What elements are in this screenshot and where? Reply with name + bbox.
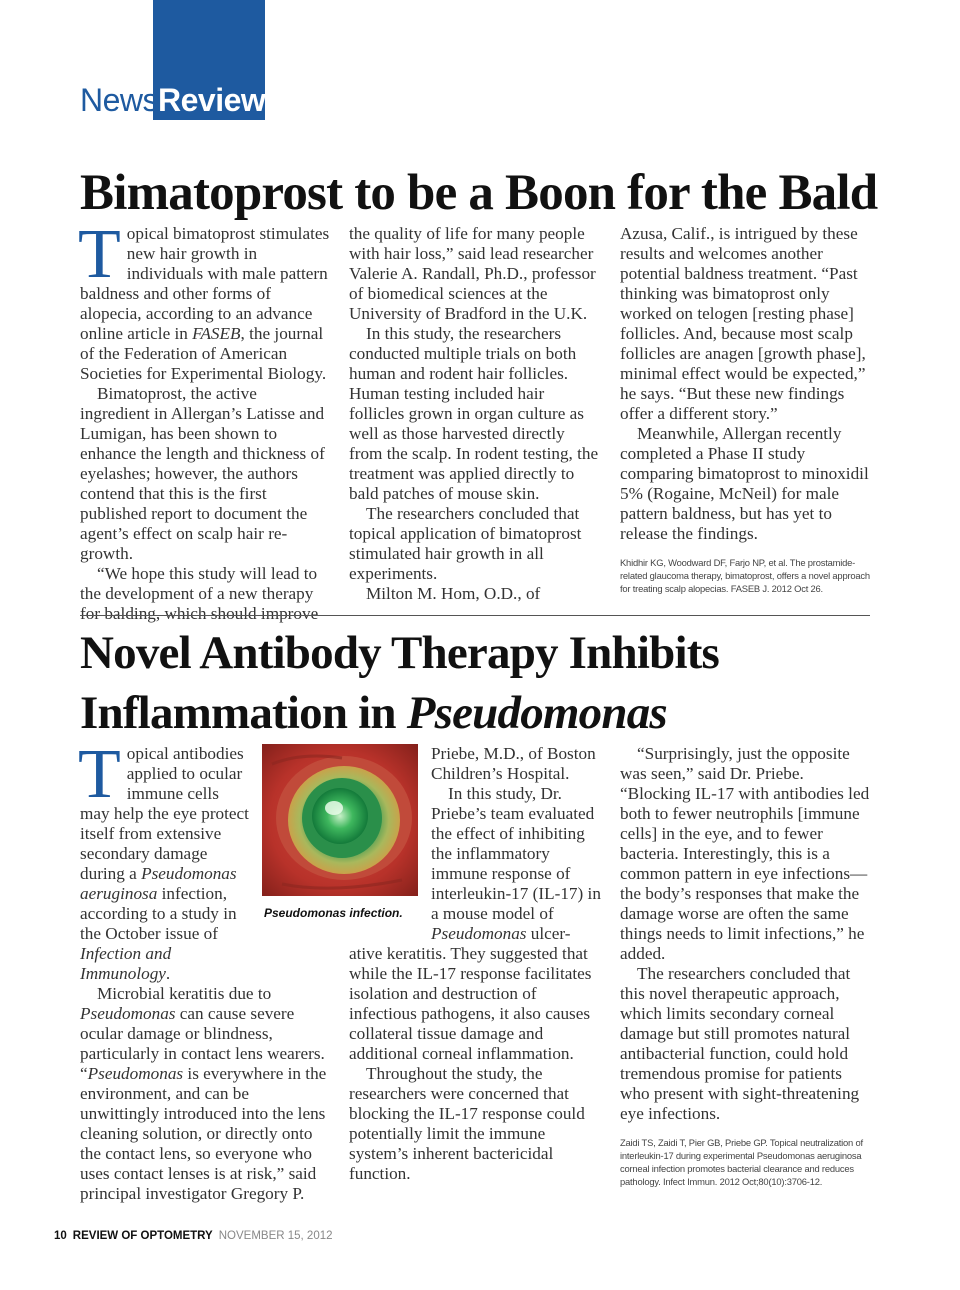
article1-col3-para-2: Meanwhile, Allergan recently completed a Phase II study comparing bimatoprost to minoxidil 5% (Rogaine, McNeil) for male pattern baldness, but has yet to release the findings. bbox=[620, 424, 869, 543]
magazine-name: REVIEW OF OPTOMETRY bbox=[72, 1230, 213, 1242]
article2-column-2-top bbox=[431, 744, 601, 944]
article2-headline-italic: Pseudomonas bbox=[406, 687, 667, 739]
article1-column-3 bbox=[620, 224, 870, 595]
article2-col1-para-1: Topical antibodies applied to ocular immune cells may help the eye protect itself from extensive secondary damage during a Pseudomonas aeruginosa infection, according to a study in the October issue of Infection and Immunology. bbox=[78, 736, 249, 983]
section-review: Review bbox=[158, 82, 266, 118]
article1-col1-para-1: Topical bimatoprost stimulates new hair growth in individuals with male pattern baldness and other forms of alopecia, according to an advance online article in FASEB, the journal of the Federation of American Societies for Experimental Biology. bbox=[78, 216, 330, 383]
issue-date: NOVEMBER 15, 2012 bbox=[218, 1230, 333, 1242]
article2-reference: Zaidi TS, Zaidi T, Pier GB, Priebe GP. Topical neutralization of interleukin-17 during experimental Pseudomonas aeruginosa corneal infection promotes bacterial clearance and reduces pathology. Infect Immun. 2012 Oct;80(10):3706-12. bbox=[620, 1137, 863, 1187]
page-number: 10 bbox=[54, 1230, 67, 1242]
article1-col2-para-3: The researchers concluded that topical application of bimatoprost stimulated hair growth in all experiments. bbox=[349, 504, 582, 583]
article1-col2-para-1: the quality of life for many people with hair loss,” said lead researcher Valerie A. Randall, Ph.D., professor of biomedical sciences at the University of Bradford in the U.K. bbox=[349, 224, 596, 323]
article1-column-2 bbox=[349, 224, 599, 604]
article2-headline-plain: Inflammation in bbox=[80, 687, 407, 739]
section-news: News bbox=[80, 82, 159, 118]
article2-column-2-bottom bbox=[349, 944, 601, 1184]
article1-col1-para-2: Bimatoprost, the active ingredient in Allergan’s Latisse and Lumigan, has been shown to enhance the length and thickness of eyelashes; however, the authors contend that this is the first published report to document the agent’s effect on scalp hair re-growth. bbox=[80, 384, 325, 563]
article1-col2-para-4: Milton M. Hom, O.D., of bbox=[366, 584, 541, 603]
article-divider bbox=[80, 615, 870, 616]
article2-col2-para-2a: In this study, Dr. Priebe’s team evaluated the effect of inhibiting the inflammatory immune response of interleukin-17 (IL-17) in a mouse model of Pseudomonas ulcer- bbox=[431, 784, 601, 943]
section-label bbox=[80, 80, 265, 120]
article2-dropcap: T bbox=[78, 736, 121, 813]
article2-col2-para-3: Throughout the study, the researchers were concerned that blocking the IL-17 response could potentially limit the immune system’s inherent bactericidal function. bbox=[349, 1064, 585, 1183]
page-footer bbox=[54, 1230, 333, 1242]
article1-dropcap: T bbox=[78, 216, 121, 293]
pseudomonas-eye-photo bbox=[262, 744, 418, 896]
article2-col2-para-2b: ative keratitis. They suggested that while the IL-17 response facilitates isolation and destruction of infectious pathogens, it also causes collateral tissue damage and additional corneal inflammation. bbox=[349, 944, 592, 1063]
article1-col2-para-2: In this study, the researchers conducted multiple trials on both human and rodent hair follicles. Human testing included hair follicles grown in organ culture as well as those harvested directly from the scalp. In rodent testing, the treatment was applied directly to bald patches of mouse skin. bbox=[349, 324, 599, 503]
article1-col3-para-1: Azusa, Calif., is intrigued by these results and welcomes another potential baldness treatment. “Past thinking was bimatoprost only worked on telogen [resting phase] follicles. And, because most scalp follicles are anagen [growth phase], minimal effect would be expected,” he says. “But these new findings offer a different story.” bbox=[620, 224, 866, 423]
article2-col1-para-2: Microbial keratitis due to Pseudomonas can cause severe ocular damage or blindness, particularly in contact lens wearers. “Pseudomonas is everywhere in the environment, and can be unwittingly introduced into the lens cleaning solution, or directly onto the contact lens, so everyone who uses contact lenses is at risk,” said principal investigator Gregory P. bbox=[80, 984, 327, 1203]
article2-col3-para-2: The researchers concluded that this novel therapeutic approach, which limits secondary corneal damage but still promotes natural antibacterial function, could hold tremendous promise for patients who present with sight-threatening eye infections. bbox=[620, 964, 860, 1123]
article1-reference: Khidhir KG, Woodward DF, Farjo NP, et al. The prostamide-related glaucoma therapy, bimatoprost, offers a novel approach for treating scalp alopecias. FASEB J. 2012 Oct 26. bbox=[620, 557, 870, 594]
article1-column-1 bbox=[78, 216, 330, 624]
article2-col3-para-1: “Surprisingly, just the opposite was seen,” said Dr. Priebe. “Blocking IL-17 with antibodies led both to fewer neutrophils [immune cells] in the eye, and to fewer bacteria. Interestingly, this is a common pattern in eye infections—the body’s responses that make the damage worse are often the same things needs to limit infections,” he added. bbox=[620, 744, 870, 963]
eye-infection-image bbox=[262, 744, 418, 896]
article2-col2-para-1: Priebe, M.D., of Boston Children’s Hospital. bbox=[431, 744, 596, 783]
article1-col1-para-3: “We hope this study will lead to the development of a new therapy for balding, which should improve bbox=[80, 564, 319, 623]
article1-headline: Bimatoprost to be a Boon for the Bald bbox=[80, 165, 878, 221]
photo-caption: Pseudomonas infection. bbox=[264, 906, 403, 920]
article2-headline-line1: Novel Antibody Therapy Inhibits bbox=[80, 627, 720, 679]
article2-column-3 bbox=[620, 744, 870, 1188]
article2-headline-line2 bbox=[80, 684, 667, 742]
